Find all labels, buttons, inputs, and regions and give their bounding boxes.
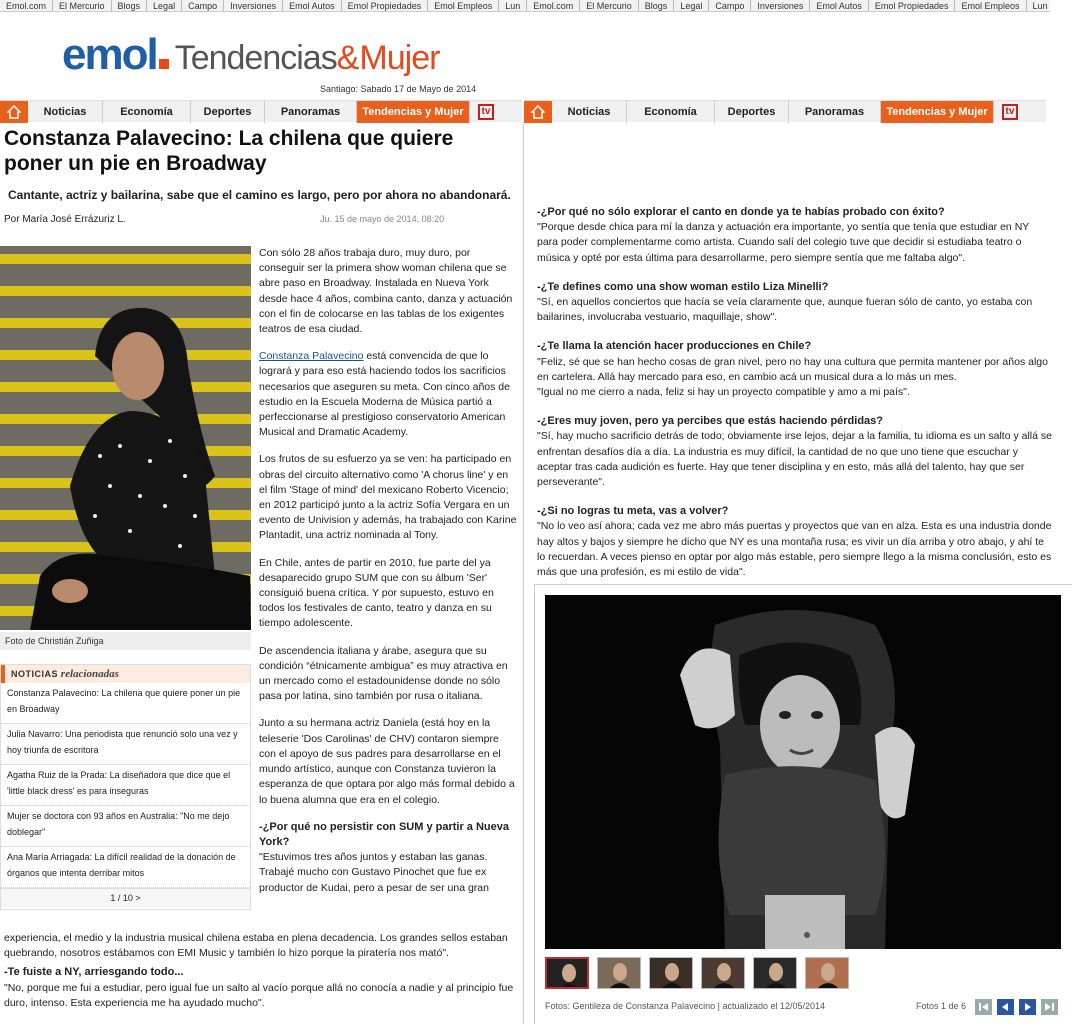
interview-answer: "Sí, hay mucho sacrificio detrás de todo; obviamente irse lejos, dejar a la familia, tu idioma es un salto y allá se enfrentan desafíos día a día. La industria es muy difícil, la cantidad de no que uno tiene que escuchar y aceptar tras cada audición es fuerte. Hay que tener disciplina y en esto, más allá del talento, hay que ser perseverante". [537, 430, 1052, 489]
main-nav [0, 100, 522, 122]
related-pager[interactable]: 1 / 10 > [1, 888, 250, 907]
home-button[interactable] [524, 101, 552, 123]
home-button[interactable] [0, 101, 28, 123]
interview-question: -¿Te llama la atención hacer producciones en Chile? [537, 340, 812, 353]
home-icon [7, 105, 21, 119]
prev-photo-button[interactable] [997, 999, 1014, 1015]
nav-item-econom-a[interactable]: Economía [103, 101, 191, 123]
paragraph: Los frutos de su esfuerzo ya se ven: ha participado en obras del circuito alternativo como 'A chorus line' y en el film 'Stage of mind' del mexicano Roberto Vicencio; en 2012 participó junto a la actriz Sofía Vergara en un evento de Univision y además, ha trabajado con Karine Plantadit, una actriz nominada al Tony. [259, 453, 517, 542]
top-link[interactable]: Blogs [639, 0, 675, 12]
main-nav-duplicate [524, 100, 1046, 122]
top-link[interactable]: Legal [147, 0, 182, 12]
paragraph-text: está convencida de que lo logrará y para eso está haciendo todos los sacrificios necesarios que aseguren su meta. Con cinco años de estudio en la Escuela Moderna de Música partió a perfeccionarse al prestigioso conservatorio American Musical and Dramatic Academy. [259, 350, 510, 439]
gallery-main-image[interactable] [545, 595, 1061, 949]
photo-gallery [534, 584, 1072, 1024]
interview-question: -¿Por qué no persistir con SUM y partir a Nueva York? [259, 820, 509, 848]
paragraph: Junto a su hermana actriz Daniela (está hoy en la teleserie 'Dos Carolinas' de CHV) contaron siempre con el apoyo de sus padres para desarrollarse en el mundo artístico, aunque con Constanza tuvieron la esperanza de que optara por algo más formal debido a lo buena alumna que era en el colegio. [259, 717, 515, 806]
gallery-thumbnail[interactable] [597, 957, 641, 989]
article-subhead: Cantante, actriz y bailarina, sabe que el camino es largo, pero por ahora no abandonará. [8, 188, 511, 202]
interview-answer: "Igual no me cierro a nada, feliz si hay un proyecto compatible y amo a mi país". [537, 386, 910, 399]
chevron-right-icon [1022, 1002, 1033, 1012]
tv-button[interactable] [470, 101, 502, 123]
tv-button[interactable] [994, 101, 1026, 123]
paragraph: En Chile, antes de partir en 2010, fue parte del ya desaparecido grupo SUM que con su álbum 'Ser' consiguió buena crítica. Y por supuesto, estuvo en todos los festivales de canto, teatro y danza en su tiempo adolescente. [259, 556, 494, 630]
paragraph: De ascendencia italiana y árabe, asegura que su condición “étnicamente ambigua” es muy atractiva en un mercado como el estadounidense donde no sólo pasa por latina, sino también por rusa o italiana. [259, 644, 508, 703]
related-header-relacionadas: relacionadas [60, 668, 119, 680]
woman-with-scarf-image [545, 595, 1061, 949]
first-photo-button[interactable] [975, 999, 992, 1015]
article-byline: Por María José Errázuriz L. [4, 214, 126, 225]
logo-dot [159, 59, 169, 69]
interview-question: -¿Te defines como una show woman estilo Liza Minelli? [537, 280, 829, 293]
interview-answer: "No lo veo así ahora; cada vez me abro más puertas y proyectos que van en alza. Esta es una industria donde hay altos y bajos y siempre he dicho que NY es una montaña rusa; es vivir un día arriba y otro abajo, y ahí te lo recuerdan. A veces pienso en optar por algo más estable, pero siempre llego a la misma conclusión, esto es más que una profesión, es mi estilo de vida". [537, 520, 1052, 579]
gallery-thumbnail[interactable] [545, 957, 589, 989]
next-photo-button[interactable] [1019, 999, 1036, 1015]
gallery-caption: Fotos: Gentileza de Constanza Palavecino | actualizado el 12/05/2014 [545, 1001, 826, 1011]
interview-answer: "No, porque me fui a estudiar, pero igual fue un salto al vacío porque allá no conocía a nadie y al principio fue duro, intenso. Esta experiencia me ha ayudado mucho". [4, 981, 514, 1009]
gallery-thumbnails [545, 957, 849, 989]
logo-mujer: Mujer [359, 39, 440, 77]
top-link[interactable]: Campo [182, 0, 224, 12]
nav-item-noticias[interactable]: Noticias [552, 101, 627, 123]
top-link[interactable]: Emol Propiedades [869, 0, 956, 12]
related-header-noticias: NOTICIAS [11, 669, 59, 679]
interview-answer-cont: experiencia, el medio y la industria musical chilena estaba en plena decadencia. Los grandes sellos estaban quebrando, nosotros estábamos con EMI Music y también lo hizo porque la piratería nos mató". [4, 932, 508, 960]
top-link[interactable]: Emol Autos [810, 0, 869, 12]
related-news-item[interactable]: Constanza Palavecino: La chilena que quiere poner un pie en Broadway [1, 683, 250, 724]
logo-tendencias: Tendencias [174, 39, 337, 77]
first-icon [978, 1002, 989, 1012]
related-news-item[interactable]: Ana María Arriagada: La difícil realidad de la donación de órganos que intenta derribar mitos [1, 847, 250, 888]
top-link[interactable]: Emol.com [527, 0, 580, 12]
article-dateline: Ju. 15 de mayo de 2014, 08:20 [320, 214, 445, 224]
article-headline: Constanza Palavecino: La chilena que quiere poner un pie en Broadway [4, 127, 454, 175]
chevron-left-icon [1000, 1002, 1011, 1012]
top-links-bar [0, 0, 1050, 12]
current-date: Santiago: Sabado 17 de Mayo de 2014 [320, 84, 477, 94]
related-news-header [1, 665, 250, 683]
home-icon [531, 105, 545, 119]
gallery-thumbnail[interactable] [649, 957, 693, 989]
logo-emol: emol [62, 30, 157, 79]
top-link[interactable]: Campo [709, 0, 751, 12]
top-link[interactable]: Lun [499, 0, 527, 12]
top-link[interactable]: Legal [674, 0, 709, 12]
column-divider [523, 122, 524, 1024]
related-news-item[interactable]: Agatha Ruiz de la Prada: La diseñadora que dice que el 'little black dress' es para inseguras [1, 765, 250, 806]
nav-item-tendencias-y-mujer[interactable]: Tendencias y Mujer [357, 101, 470, 123]
gallery-controls [975, 999, 1058, 1015]
constanza-link[interactable]: Constanza Palavecino [259, 350, 364, 363]
logo-ampersand: & [336, 39, 360, 77]
tv-icon: tv [478, 104, 495, 120]
nav-item-noticias[interactable]: Noticias [28, 101, 103, 123]
top-link[interactable]: Lun [1027, 0, 1051, 12]
top-link[interactable]: Emol Empleos [428, 0, 499, 12]
woman-on-stairs-image [0, 246, 251, 630]
nav-item-tendencias-y-mujer[interactable]: Tendencias y Mujer [881, 101, 994, 123]
top-link[interactable]: Emol Empleos [955, 0, 1026, 12]
last-photo-button[interactable] [1041, 999, 1058, 1015]
top-link[interactable]: Emol Autos [283, 0, 342, 12]
nav-item-deportes[interactable]: Deportes [715, 101, 789, 123]
interview-question: -¿Si no logras tu meta, vas a volver? [537, 505, 729, 518]
paragraph: Con sólo 28 años trabaja duro, muy duro, por conseguir ser la primera show woman chilena que se abre paso en Broadway. Instalada en Nueva York desde hace 4 años, combina canto, danza y actuación con el fin de colocarse en las tablas de los exigentes teatros de esa ciudad. [259, 247, 513, 336]
nav-item-econom-a[interactable]: Economía [627, 101, 715, 123]
nav-item-panoramas[interactable]: Panoramas [789, 101, 881, 123]
related-news-item[interactable]: Julia Navarro: Una periodista que renunció solo una vez y hoy triunfa de escritora [1, 724, 250, 765]
article-body-full [4, 931, 519, 1011]
photo-caption: Foto de Christián Zuñiga [0, 632, 251, 650]
top-link[interactable]: Inversiones [751, 0, 810, 12]
nav-item-deportes[interactable]: Deportes [191, 101, 265, 123]
top-link[interactable]: El Mercurio [53, 0, 112, 12]
paragraph [259, 349, 517, 440]
tv-icon: tv [1002, 104, 1019, 120]
article-body-column [259, 246, 517, 896]
gallery-thumbnail[interactable] [701, 957, 745, 989]
article-photo[interactable] [0, 246, 251, 630]
top-link[interactable]: Blogs [112, 0, 148, 12]
site-logo[interactable] [62, 30, 440, 79]
interview-answer: "Porque desde chica para mí la danza y actuación era importante, yo sentía que tenía que estudiar en NY para poder complementarme como artista. Cuando salí del colegio tuve que decidir si estudiaba teatro o música y opté por esta última para desarrollarme, pero siempre sentía que me faltaba algo". [537, 221, 1030, 264]
gallery-thumbnail[interactable] [805, 957, 849, 989]
top-link[interactable]: Emol.com [0, 0, 53, 12]
interview-question: -Te fuiste a NY, arriesgando todo... [4, 966, 184, 979]
nav-item-panoramas[interactable]: Panoramas [265, 101, 357, 123]
interview-question: -¿Eres muy joven, pero ya percibes que estás haciendo pérdidas? [537, 415, 884, 428]
last-icon [1044, 1002, 1055, 1012]
top-link[interactable]: El Mercurio [580, 0, 639, 12]
top-link[interactable]: Emol Propiedades [342, 0, 429, 12]
interview-answer: "Sí, en aquellos conciertos que hacía se veía claramente que, aunque fueran sólo de canto, yo estaba con bailarines, involucraba vestuario, maquillaje, show". [537, 296, 1033, 324]
gallery-count: Fotos 1 de 6 [916, 1001, 967, 1011]
interview-question: -¿Por qué no sólo explorar el canto en donde ya te habías probado con éxito? [537, 206, 945, 218]
right-column-text [537, 205, 1052, 580]
related-news-item[interactable]: Mujer se doctora con 93 años en Australia: "No me dejo doblegar" [1, 806, 250, 847]
gallery-thumbnail[interactable] [753, 957, 797, 989]
interview-answer: "Feliz, sé que se han hecho cosas de gran nivel, pero no hay una cultura que permita mantener por años algo en cartelera. Allá hay mercado para eso, en cambio acá un musical dura a lo más un mes. [537, 355, 1048, 383]
top-link[interactable]: Inversiones [224, 0, 283, 12]
related-news-box [0, 664, 251, 910]
interview-answer: "Estuvimos tres años juntos y estaban las ganas. Trabajé mucho con Gustavo Pinochet que fue ex productor de Kudai, pero a pesar de ser una gran [259, 851, 489, 894]
